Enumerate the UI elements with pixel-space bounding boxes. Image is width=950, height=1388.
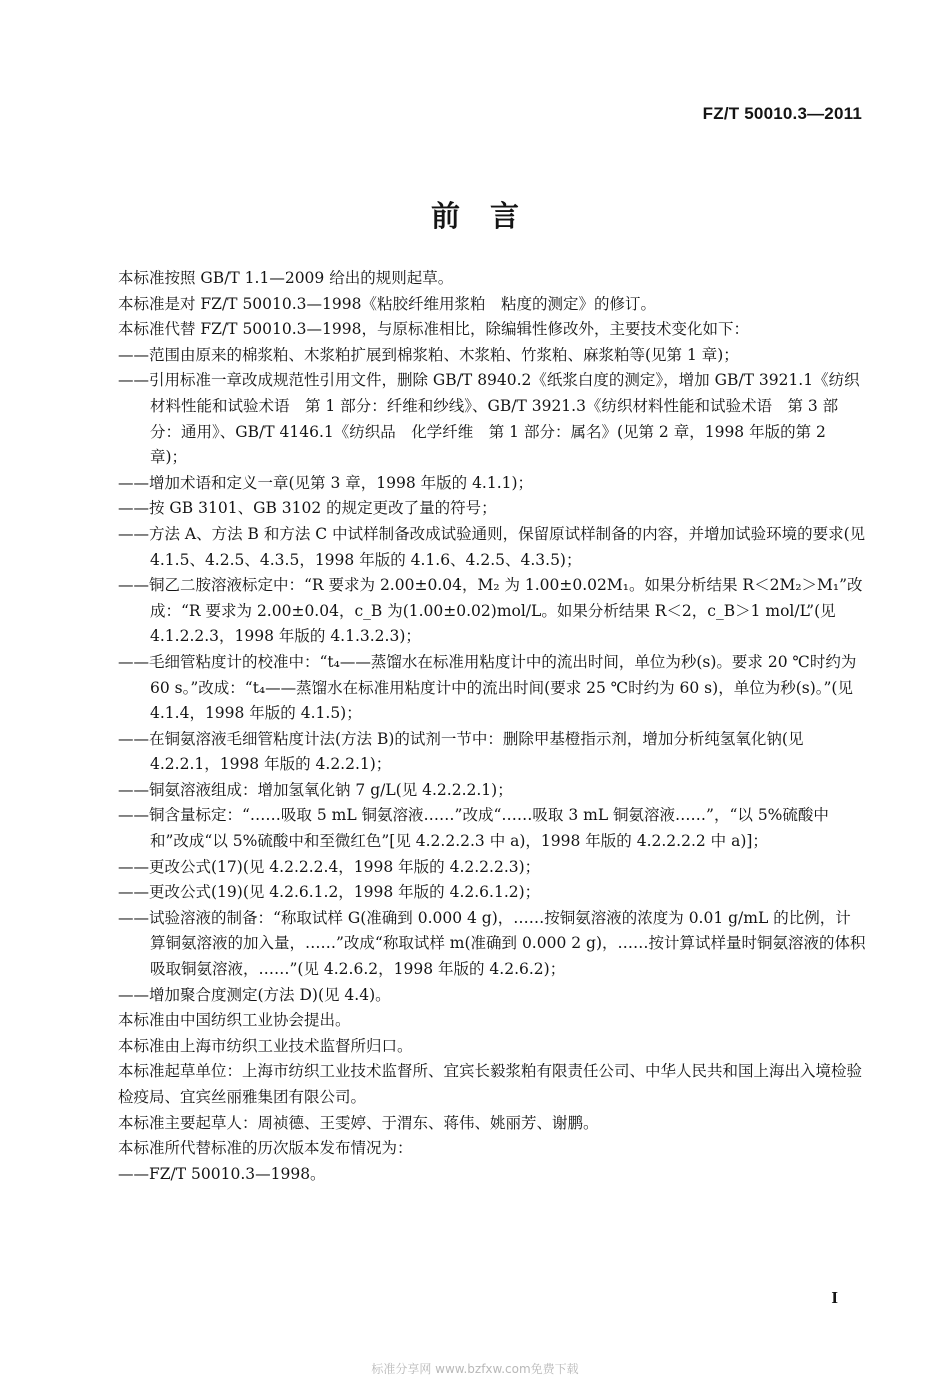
change-item: ——更改公式(19)(见 4.2.6.1.2，1998 年版的 4.2.6.1.2)； (118, 883, 541, 902)
paragraph-revision: 本标准是对 FZ/T 50010.3—1998《粘胶纤维用浆粕 粘度的测定》的修订。 (118, 294, 656, 313)
change-item: ——增加术语和定义一章(见第 3 章，1998 年版的 4.1.1)； (118, 473, 534, 492)
paragraph-replacement: 本标准代替 FZ/T 50010.3—1998，与原标准相比，除编辑性修改外，主要技术变化如下： (118, 320, 749, 339)
foreword-body (118, 266, 866, 1187)
change-item: ——范围由原来的棉浆粕、木浆粕扩展到棉浆粕、木浆粕、竹浆粕、麻浆粕等(见第 1 章)； (118, 345, 739, 364)
standard-code: FZ/T 50010.3—2011 (702, 104, 862, 123)
change-item: ——铜乙二胺溶液标定中：“R 要求为 2.00±0.04，M₂ 为 1.00±0.02M₁。如果分析结果 R＜2M₂＞M₁”改成：“R 要求为 2.00±0.04，c_B 为(1.00±0.02)mol/L。如果分析结果 R＜2，c_B＞1 mol/L”(见 4.1.2.2.3，1998 年版的 4.1.3.2.3)； (118, 576, 863, 646)
change-item: ——毛细管粘度计的校准中：“t₄——蒸馏水在标准用粘度计中的流出时间，单位为秒(s)。要求 20 ℃时约为 60 s。”改成：“t₄——蒸馏水在标准用粘度计中的流出时间(要求 25 ℃时约为 60 s)，单位为秒(s)。”(见 4.1.4，1998 年版的 4.1.5)； (118, 652, 857, 723)
watermark: 标准分享网 www.bzfxw.com免费下载 (371, 1362, 579, 1376)
paragraph-drafters: 本标准主要起草人：周祯德、王雯婷、于渭东、蒋伟、姚丽芳、谢鹏。 (118, 1113, 599, 1132)
paragraph-drafting-rules: 本标准按照 GB/T 1.1—2009 给出的规则起草。 (118, 269, 454, 287)
page-title: 前言 (430, 199, 549, 233)
change-item: ——按 GB 3101、GB 3102 的规定更改了量的符号； (118, 499, 497, 518)
change-item: ——方法 A、方法 B 和方法 C 中试样制备改成试验通则，保留原试样制备的内容，并增加试验环境的要求(见 4.1.5、4.2.5、4.3.5，1998 年版的 4.1.6、4.2.5、4.3.5)； (118, 524, 866, 569)
change-item: ——引用标准一章改成规范性引用文件，删除 GB/T 8940.2《纸浆白度的测定》，增加 GB/T 3921.1《纺织材料性能和试验术语 第 1 部分：纤维和纱线》、GB/T 3921.3《纺织材料性能和试验术语 第 3 部分：通用》、GB/T 4146.1《纺织品 化学纤维 第 1 部分：属名》(见第 2 章，1998 年版的第 2 章)； (118, 371, 860, 467)
change-item: ——增加聚合度测定(方法 D)(见 4.4)。 (118, 985, 391, 1004)
change-item: ——铜含量标定：“……吸取 5 mL 铜氨溶液……”改成“……吸取 3 mL 铜氨溶液……”，“以 5%硫酸中和”改成“以 5%硫酸中和至微红色”[见 4.2.2.2.3 中 a)，1998 年版的 4.2.2.2.2 中 a)]； (118, 806, 829, 851)
paragraph-proposer: 本标准由中国纺织工业协会提出。 (118, 1011, 351, 1030)
change-item: ——在铜氨溶液毛细管粘度计法(方法 B)的试剂一节中：删除甲基橙指示剂，增加分析纯氢氧化钠(见 4.2.2.1，1998 年版的 4.2.2.1)； (118, 729, 804, 774)
history-item: ——FZ/T 50010.3—1998。 (118, 1164, 326, 1183)
change-item: ——铜氨溶液组成：增加氢氧化钠 7 g/L(见 4.2.2.2.1)； (118, 780, 513, 799)
page-number: I (831, 1288, 838, 1307)
paragraph-history: 本标准所代替标准的历次版本发布情况为： (118, 1139, 413, 1158)
paragraph-drafting-units: 本标准起草单位：上海市纺织工业技术监督所、宜宾长毅浆粕有限责任公司、中华人民共和国上海出入境检验检疫局、宜宾丝丽雅集团有限公司。 (118, 1062, 863, 1106)
change-item: ——更改公式(17)(见 4.2.2.2.4，1998 年版的 4.2.2.2.3)； (118, 857, 541, 876)
paragraph-centralized: 本标准由上海市纺织工业技术监督所归口。 (118, 1036, 413, 1055)
change-item: ——试验溶液的制备：“称取试样 G(准确到 0.000 4 g)，……按铜氨溶液的浓度为 0.01 g/mL 的比例，计算铜氨溶液的加入量，……”改成“称取试样 m(准确到 0.000 2 g)，……按计算试样量时铜氨溶液的体积吸取铜氨溶液，……”(见 4.2.6.2，1998 年版的 4.2.6.2)； (118, 908, 866, 979)
